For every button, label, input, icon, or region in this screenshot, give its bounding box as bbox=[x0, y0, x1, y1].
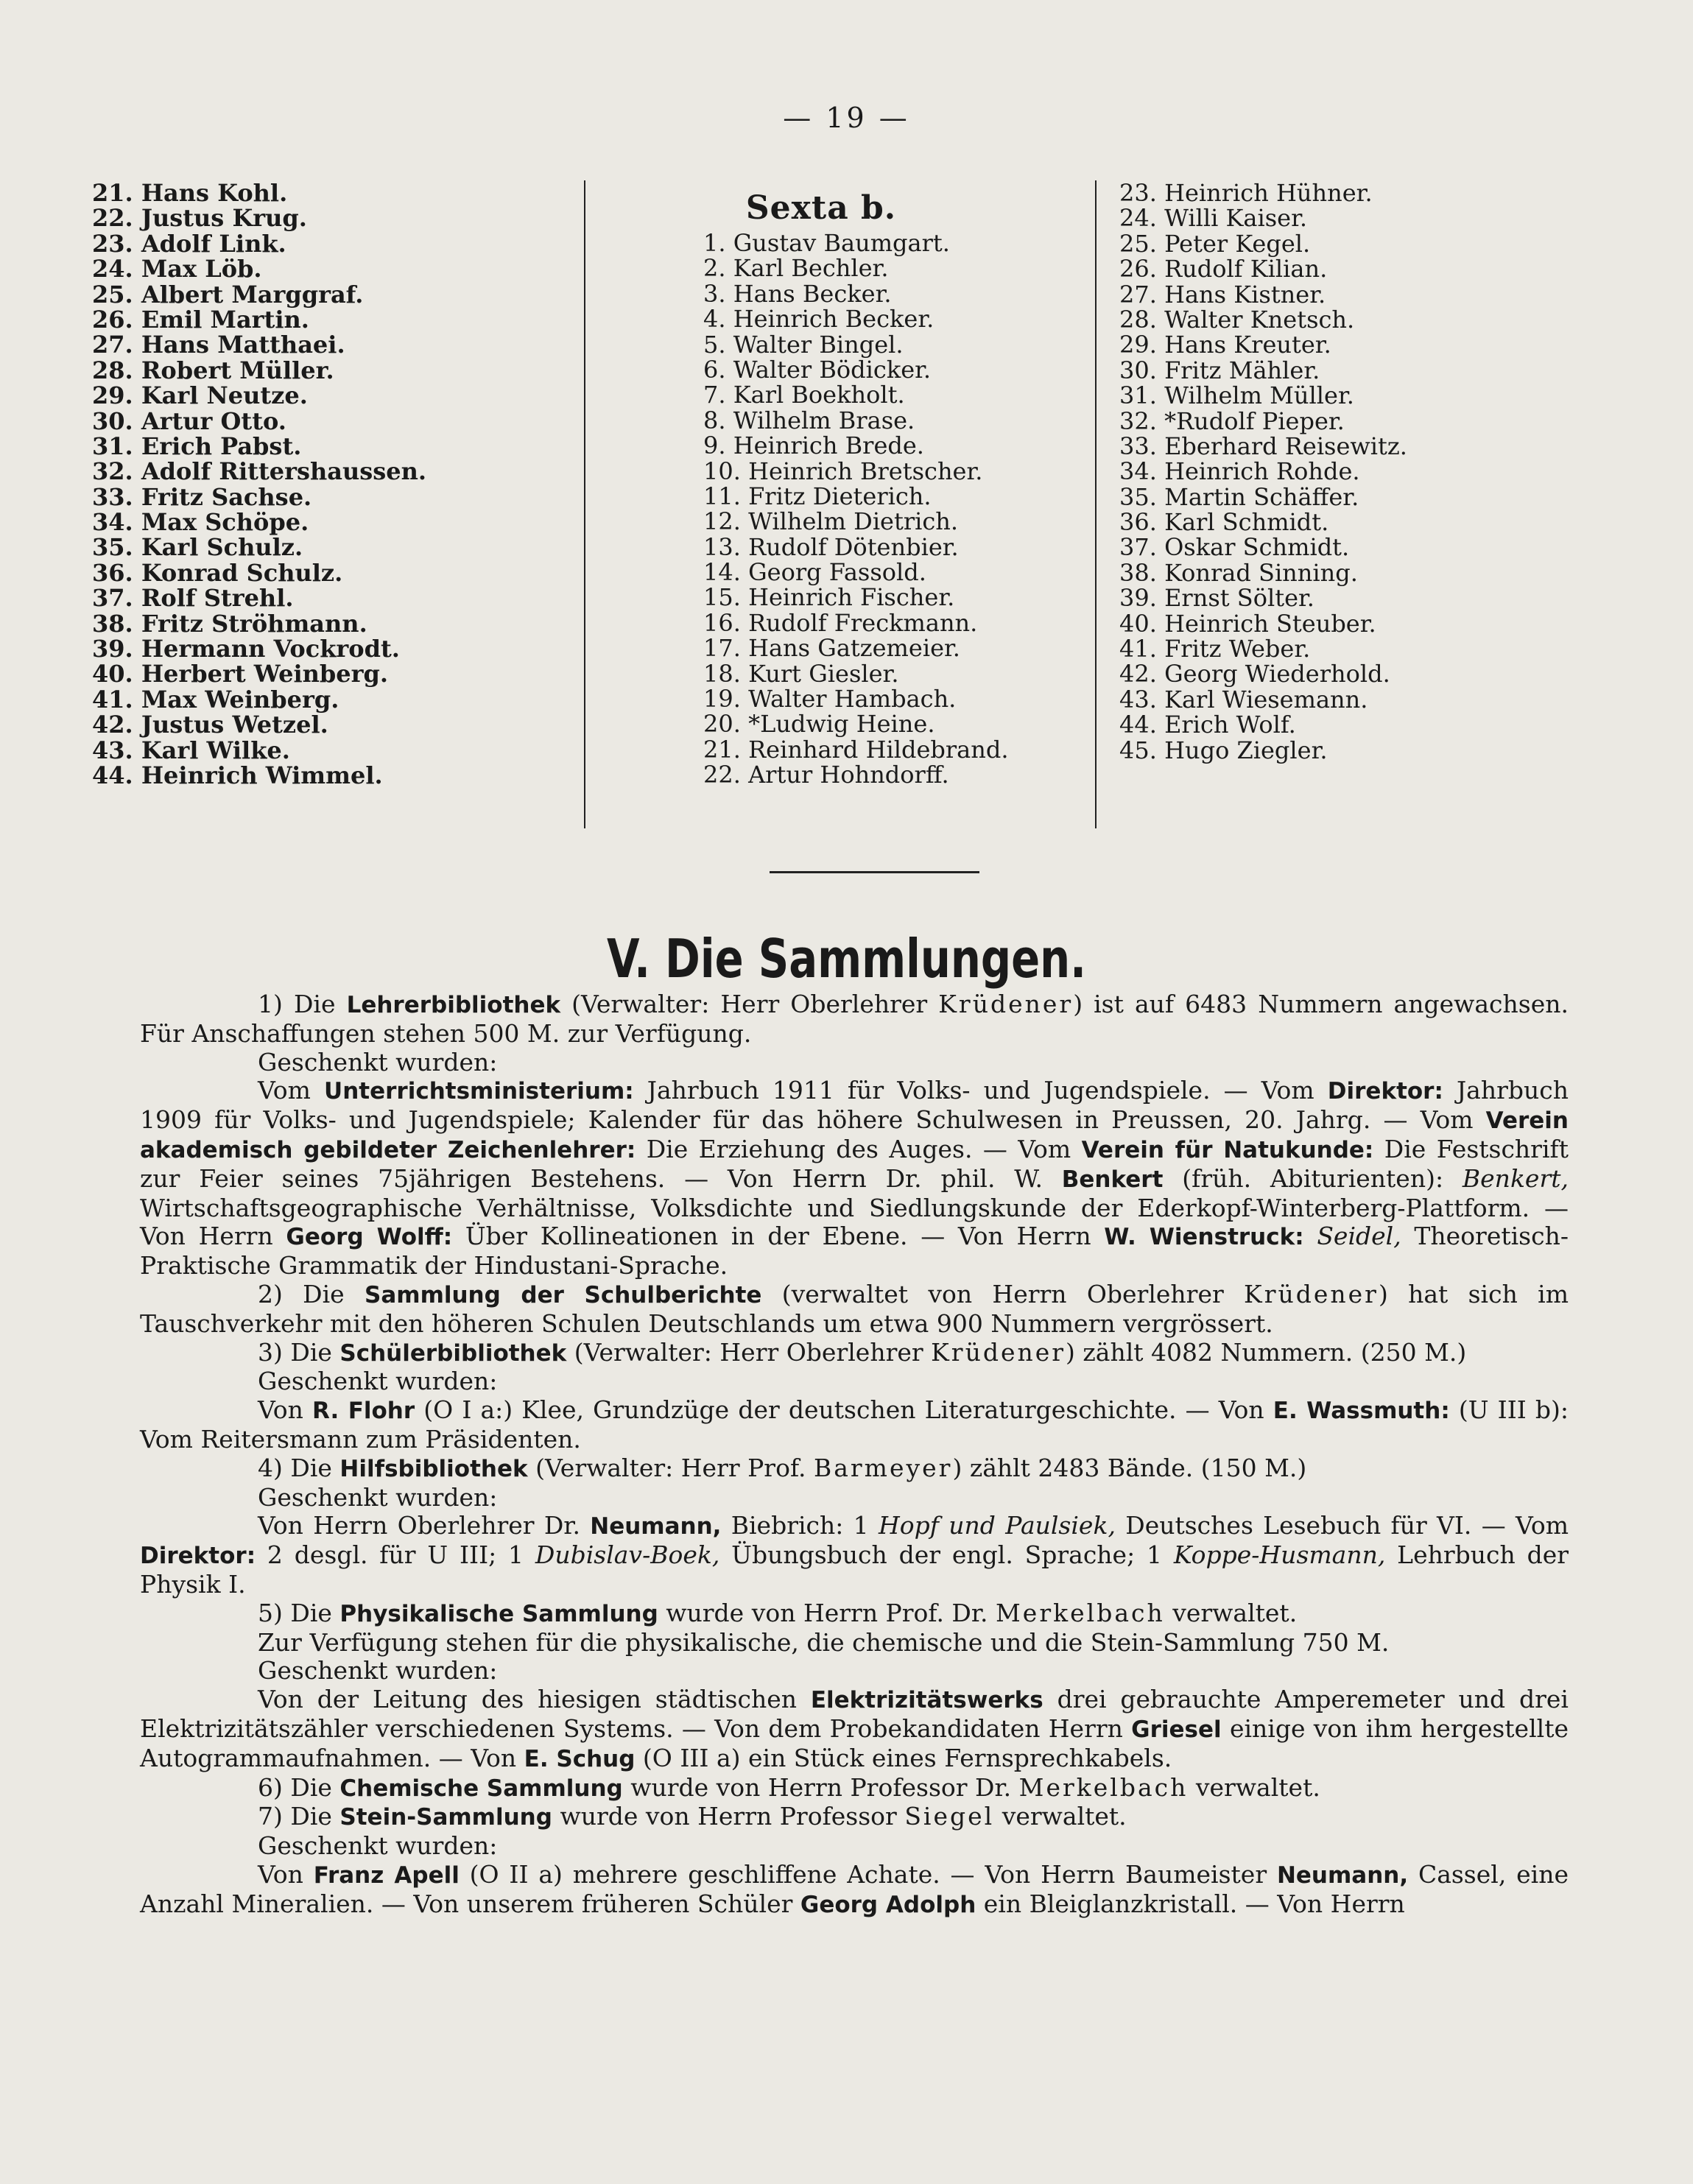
student-entry: 43. Karl Wilke. bbox=[92, 736, 290, 764]
student-entry: 25. Peter Kegel. bbox=[1119, 229, 1311, 258]
paragraph-school-reports: 2) Die Sammlung der Schulberichte (verwaltet von Herrn Oberlehrer Krüdener) hat sich im Tauschverkehr mit den höheren Schulen Deutschlands um etwa 900 Nummern vergrössert. bbox=[140, 1279, 1569, 1338]
student-entry: 32. *Rudolf Pieper. bbox=[1119, 406, 1345, 435]
paragraph-gifts-5: Von Franz Apell (O II a) mehrere geschliffene Achate. — Von Herrn Baumeister Neumann, Cassel, eine Anzahl Mineralien. — Von unserem früheren Schüler Georg Adolph ein Bleiglanzkristall. — Von Herrn bbox=[140, 1859, 1569, 1918]
student-entry: 32. Adolf Rittershaussen. bbox=[92, 457, 427, 486]
student-entry: 44. Heinrich Wimmel. bbox=[92, 761, 383, 789]
column-3 bbox=[1119, 180, 1576, 763]
collections-text bbox=[140, 990, 1569, 1920]
paragraph-gifts-1: Vom Unterrichtsministerium: Jahrbuch 1911 für Volks- und Jugendspiele. — Vom Direktor: Jahrbuch 1909 für Volks- und Jugendspiele; Kalender für das höhere Schulwesen in Preussen, 20. Jahrg. — Vom Verein akademisch gebildeter Zeichenlehrer: Die Erziehung des Auges. — Vom Verein für Natukunde: Die Festschrift zur Feier seines 75jährigen Bestehens. — Von Herrn Dr. phil. W. Benkert (früh. Abiturienten): Benkert, Wirtschaftsgeographische Verhältnisse, Volksdichte und Siedlungskunde der Ederkopf-Winterberg-Plattform. — Von Herrn Georg Wolff: Über Kollineationen in der Ebene. — Von Herrn W. Wienstruck: Seidel, Theoretisch-Praktische Grammatik der Hindustani-Sprache. bbox=[140, 1076, 1569, 1281]
column-divider bbox=[584, 180, 585, 828]
student-entry: 26. Emil Martin. bbox=[92, 305, 309, 334]
student-entry: 19. Walter Hambach. bbox=[703, 685, 957, 714]
geschenkt-label: Geschenkt wurden: bbox=[258, 1482, 498, 1512]
student-entry: 17. Hans Gatzemeier. bbox=[703, 634, 960, 663]
student-entry: 7. Karl Boekholt. bbox=[703, 381, 905, 409]
student-entry: 4. Heinrich Becker. bbox=[703, 305, 935, 334]
student-entry: 1. Gustav Baumgart. bbox=[703, 229, 950, 257]
student-entry: 22. Artur Hohndorff. bbox=[703, 761, 949, 789]
paragraph-budget: Zur Verfügung stehen für die physikalische, die chemische und die Stein-Sammlung 750 M. bbox=[258, 1627, 1390, 1657]
student-entry: 28. Robert Müller. bbox=[92, 356, 334, 384]
paragraph-gifts-3: Von Herrn Oberlehrer Dr. Neumann, Biebrich: 1 Hopf und Paulsiek, Deutsches Lesebuch für VI. — Vom Direktor: 2 desgl. für U III; 1 Dubislav-Boek, Übungsbuch der engl. Sprache; 1 Koppe-Husmann, Lehrbuch der Physik I. bbox=[140, 1511, 1569, 1599]
student-entry: 20. *Ludwig Heine. bbox=[703, 710, 935, 739]
student-entry: 12. Wilhelm Dietrich. bbox=[703, 507, 959, 536]
paragraph-student-library: 3) Die Schülerbibliothek (Verwalter: Herr Oberlehrer Krüdener) zählt 4082 Nummern. (250 M.) bbox=[258, 1337, 1467, 1367]
paragraph-gifts-2: Von R. Flohr (O I a:) Klee, Grundzüge der deutschen Literaturgeschichte. — Von E. Wassmuth: (U III b): Vom Reitersmann zum Präsidenten. bbox=[140, 1395, 1569, 1454]
student-entry: 35. Karl Schulz. bbox=[92, 533, 303, 562]
column-1 bbox=[92, 180, 578, 788]
student-list-columns bbox=[92, 180, 1572, 828]
student-entry: 36. Konrad Schulz. bbox=[92, 558, 343, 587]
geschenkt-label: Geschenkt wurden: bbox=[258, 1367, 498, 1396]
student-entry: 39. Ernst Sölter. bbox=[1119, 584, 1314, 613]
paragraph-physics: 5) Die Physikalische Sammlung wurde von Herrn Prof. Dr. Merkelbach verwaltet. bbox=[258, 1598, 1298, 1627]
student-entry: 26. Rudolf Kilian. bbox=[1119, 255, 1328, 283]
paragraph-teacher-library: 1) Die Lehrerbibliothek (Verwalter: Herr Oberlehrer Krüdener) ist auf 6483 Nummern angewachsen. Für Anschaffungen stehen 500 M. zur Verfügung. bbox=[140, 990, 1569, 1048]
student-entry: 41. Max Weinberg. bbox=[92, 685, 339, 714]
student-entry: 38. Konrad Sinning. bbox=[1119, 558, 1358, 587]
student-entry: 29. Hans Kreuter. bbox=[1119, 331, 1331, 359]
student-entry: 39. Hermann Vockrodt. bbox=[92, 635, 400, 663]
student-entry: 41. Fritz Weber. bbox=[1119, 635, 1311, 663]
student-entry: 31. Wilhelm Müller. bbox=[1119, 381, 1354, 410]
paragraph-chemistry: 6) Die Chemische Sammlung wurde von Herrn Professor Dr. Merkelbach verwaltet. bbox=[258, 1772, 1320, 1802]
student-entry: 13. Rudolf Dötenbier. bbox=[703, 532, 959, 561]
student-list-2 bbox=[615, 230, 1175, 788]
column-divider bbox=[1095, 180, 1097, 828]
student-entry: 21. Reinhard Hildebrand. bbox=[703, 735, 1009, 764]
student-entry: 9. Heinrich Brede. bbox=[703, 431, 924, 460]
student-entry: 15. Heinrich Fischer. bbox=[703, 583, 955, 612]
student-entry: 40. Heinrich Steuber. bbox=[1119, 609, 1376, 638]
student-entry: 35. Martin Schäffer. bbox=[1119, 482, 1359, 511]
student-entry: 34. Max Schöpe. bbox=[92, 508, 309, 537]
student-entry: 8. Wilhelm Brase. bbox=[703, 406, 915, 434]
student-entry: 14. Georg Fassold. bbox=[703, 558, 926, 587]
student-entry: 6. Walter Bödicker. bbox=[703, 355, 932, 384]
student-entry: 43. Karl Wiesemann. bbox=[1119, 685, 1368, 714]
geschenkt-label: Geschenkt wurden: bbox=[258, 1831, 498, 1861]
paragraph-stones: 7) Die Stein-Sammlung wurde von Herrn Professor Siegel verwaltet. bbox=[258, 1802, 1127, 1831]
student-entry: 23. Heinrich Hühner. bbox=[1119, 179, 1373, 207]
student-entry: 3. Hans Becker. bbox=[703, 279, 892, 308]
section-rule bbox=[770, 871, 979, 873]
student-entry: 29. Karl Neutze. bbox=[92, 381, 308, 410]
paragraph-gifts-4: Von der Leitung des hiesigen städtischen Elektrizitätswerks drei gebrauchte Amperemeter und drei Elektrizitätszähler verschiedenen Systems. — Von dem Probekandidaten Herrn Griesel einige von ihm hergestellte Autogrammaufnahmen. — Von E. Schug (O III a) ein Stück eines Fernsprechkabels. bbox=[140, 1685, 1569, 1772]
paragraph-aux-library: 4) Die Hilfsbibliothek (Verwalter: Herr Prof. Barmeyer) zählt 2483 Bände. (150 M.) bbox=[258, 1453, 1307, 1482]
student-entry: 21. Hans Kohl. bbox=[92, 179, 288, 207]
student-entry: 23. Adolf Link. bbox=[92, 229, 286, 258]
student-list-3 bbox=[1119, 180, 1576, 763]
student-entry: 24. Willi Kaiser. bbox=[1119, 204, 1308, 233]
student-entry: 18. Kurt Giesler. bbox=[703, 659, 899, 688]
student-entry: 33. Fritz Sachse. bbox=[92, 482, 312, 511]
student-entry: 36. Karl Schmidt. bbox=[1119, 508, 1329, 537]
section-title: V. Die Sammlungen. bbox=[606, 928, 1087, 990]
student-entry: 34. Heinrich Rohde. bbox=[1119, 457, 1360, 486]
student-entry: 45. Hugo Ziegler. bbox=[1119, 736, 1328, 764]
student-entry: 37. Oskar Schmidt. bbox=[1119, 533, 1350, 562]
student-entry: 28. Walter Knetsch. bbox=[1119, 305, 1355, 334]
student-entry: 10. Heinrich Bretscher. bbox=[703, 457, 983, 485]
student-entry: 25. Albert Marggraf. bbox=[92, 280, 364, 309]
student-entry: 42. Georg Wiederhold. bbox=[1119, 660, 1390, 688]
student-entry: 37. Rolf Strehl. bbox=[92, 584, 294, 613]
student-entry: 22. Justus Krug. bbox=[92, 204, 307, 233]
student-entry: 42. Justus Wetzel. bbox=[92, 711, 328, 739]
student-entry: 40. Herbert Weinberg. bbox=[92, 660, 388, 688]
student-entry: 5. Walter Bingel. bbox=[703, 330, 904, 359]
student-entry: 44. Erich Wolf. bbox=[1119, 711, 1296, 739]
student-entry: 30. Fritz Mähler. bbox=[1119, 356, 1320, 384]
student-entry: 27. Hans Kistner. bbox=[1119, 280, 1326, 309]
column-2 bbox=[615, 189, 1175, 788]
page-number: — 19 — bbox=[783, 102, 910, 134]
student-entry: 33. Eberhard Reisewitz. bbox=[1119, 431, 1407, 460]
student-entry: 11. Fritz Dieterich. bbox=[703, 482, 932, 510]
class-heading: Sexta b. bbox=[745, 189, 897, 227]
geschenkt-label: Geschenkt wurden: bbox=[258, 1656, 498, 1685]
student-entry: 2. Karl Bechler. bbox=[703, 254, 889, 283]
student-entry: 16. Rudolf Freckmann. bbox=[703, 608, 978, 637]
student-list-1 bbox=[92, 180, 578, 788]
student-entry: 31. Erich Pabst. bbox=[92, 431, 302, 460]
geschenkt-label: Geschenkt wurden: bbox=[258, 1047, 498, 1077]
student-entry: 24. Max Löb. bbox=[92, 255, 262, 283]
student-entry: 27. Hans Matthaei. bbox=[92, 331, 345, 359]
student-entry: 30. Artur Otto. bbox=[92, 406, 286, 435]
student-entry: 38. Fritz Ströhmann. bbox=[92, 609, 367, 638]
